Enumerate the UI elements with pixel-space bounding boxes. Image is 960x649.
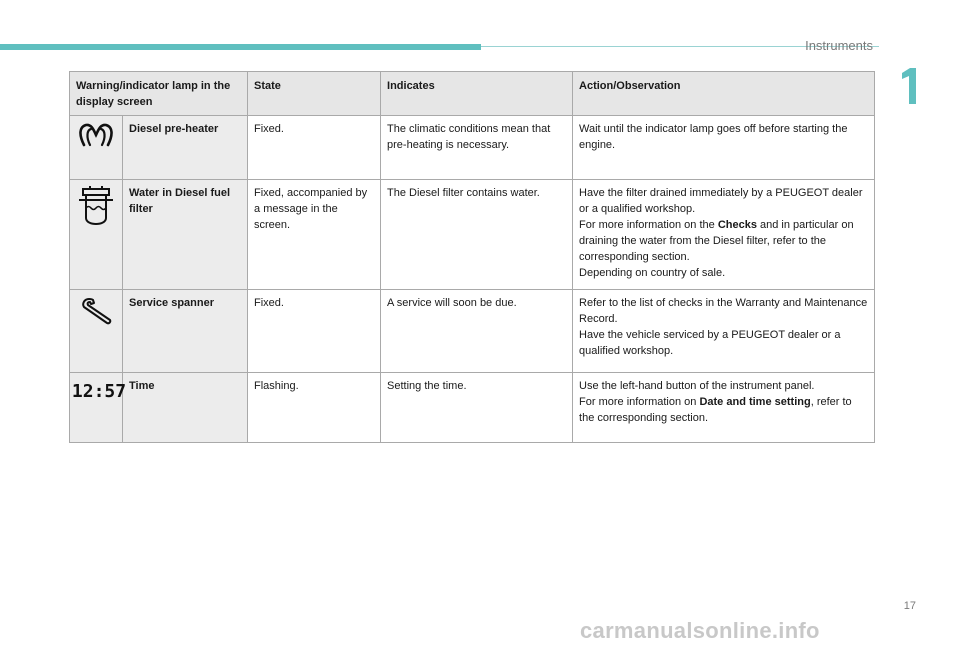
icon-cell	[70, 290, 123, 373]
bold-reference: Checks	[717, 219, 757, 231]
table-header-row	[70, 72, 875, 116]
lamp-indicates: The climatic conditions mean that pre-heating is necessary.	[381, 116, 573, 180]
lamp-state: Fixed.	[248, 290, 381, 373]
action-line: Use the left-hand button of the instrument panel.	[579, 380, 815, 392]
lamp-state: Fixed, accompanied by a message in the screen.	[248, 180, 381, 290]
lamp-name: Time	[123, 373, 248, 443]
action-line: Have the vehicle serviced by a PEUGEOT dealer or a qualified workshop.	[579, 329, 841, 357]
water-in-fuel-filter-icon	[76, 186, 116, 230]
table-row	[70, 180, 875, 290]
lamp-action	[573, 116, 875, 180]
bold-reference: Date and time setting	[699, 396, 811, 408]
time-display-icon	[71, 378, 127, 402]
icon-cell	[70, 116, 123, 180]
lamp-state: Flashing.	[248, 373, 381, 443]
service-spanner-icon	[76, 295, 116, 327]
watermark: carmanualsonline.info	[580, 618, 820, 643]
lamp-indicates: A service will soon be due.	[381, 290, 573, 373]
lamp-action	[573, 180, 875, 290]
icon-cell	[70, 180, 123, 290]
chapter-number	[898, 66, 920, 106]
table-row	[70, 373, 875, 443]
lamp-action	[573, 290, 875, 373]
indicator-lamp-table	[69, 71, 875, 443]
time-display-text: 12:57	[71, 381, 127, 402]
lamp-name: Diesel pre-heater	[123, 116, 248, 180]
header-indicates: Indicates	[381, 72, 573, 116]
table-row	[70, 116, 875, 180]
section-title: Instruments	[805, 38, 873, 53]
action-line: Wait until the indicator lamp goes off before starting the engine.	[579, 123, 848, 151]
lamp-state: Fixed.	[248, 116, 381, 180]
header-state: State	[248, 72, 381, 116]
page-number: 17	[903, 600, 916, 612]
lamp-name: Water in Diesel fuel filter	[123, 180, 248, 290]
header-action: Action/Observation	[573, 72, 875, 116]
action-line: For more information on Date and time setting, refer to the corresponding section.	[579, 396, 852, 424]
lamp-indicates: The Diesel filter contains water.	[381, 180, 573, 290]
action-line: Depending on country of sale.	[579, 267, 726, 279]
table-row	[70, 290, 875, 373]
top-accent-bar	[0, 44, 481, 50]
lamp-indicates: Setting the time.	[381, 373, 573, 443]
lamp-action	[573, 373, 875, 443]
action-line: Refer to the list of checks in the Warranty and Maintenance Record.	[579, 297, 868, 325]
action-line: For more information on the Checks and in particular on draining the water from the Diesel filter, refer to the corresponding section.	[579, 219, 854, 263]
preheater-coil-icon	[76, 121, 116, 149]
lamp-name: Service spanner	[123, 290, 248, 373]
header-lamp: Warning/indicator lamp in the display screen	[70, 72, 248, 116]
action-line: Have the filter drained immediately by a PEUGEOT dealer or a qualified workshop.	[579, 187, 863, 215]
icon-cell	[70, 373, 127, 443]
